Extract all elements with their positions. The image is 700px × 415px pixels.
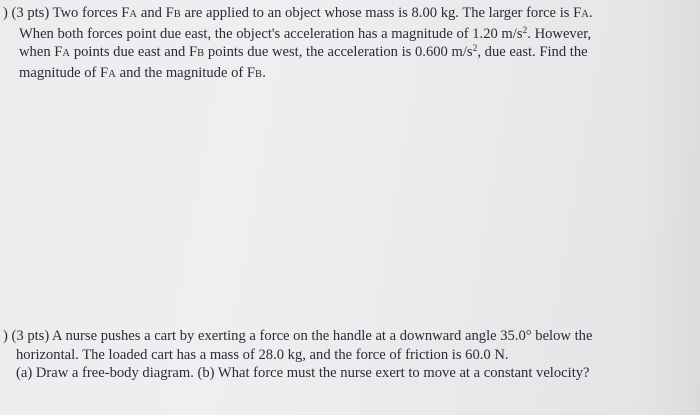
text-run: (3 pts) Two forces F: [7, 5, 130, 21]
text-run: are applied to an object whose mass is 8.00 kg. The larger force is F: [180, 5, 582, 21]
subscript-b: B: [255, 68, 263, 80]
subscript-b: B: [197, 48, 205, 60]
text-run: . However,: [527, 25, 592, 42]
text-run: (3 pts) A nurse pushes a cart by exerting a force on the handle at a downward angle 35.0° below the: [7, 328, 593, 344]
text-run: magnitude of F: [19, 64, 109, 81]
problem-1-line-3: [3, 43, 693, 64]
superscript-2: 2: [522, 25, 528, 36]
subscript-a: A: [129, 9, 138, 20]
problem-1-line-4: [3, 64, 693, 85]
text-run: When both forces point due east, the object's acceleration has a magnitude of 1.20 m/s: [19, 25, 523, 42]
problem-1-line-2: [3, 25, 693, 44]
text-run: when F: [19, 44, 63, 61]
problem-1-marker: ): [3, 5, 8, 21]
problem-2-line-3: (a) Draw a free-body diagram. (b) What force must the nurse exert to move at a constant velocity?: [16, 365, 590, 382]
text-run: points due east and F: [70, 44, 198, 61]
problem-2-line-2: horizontal. The loaded cart has a mass of 28.0 kg, and the force of friction is 60.0 N.: [16, 346, 509, 363]
subscript-a: A: [62, 48, 71, 60]
text-run: .: [262, 64, 266, 81]
problem-2-line-1: [3, 327, 693, 346]
problem-1-line-1: [3, 4, 693, 25]
text-run: points due west, the acceleration is 0.600 m/s: [204, 44, 473, 61]
problem-2: [3, 327, 693, 383]
text-run: , due east. Find the: [477, 44, 588, 61]
text-run: and F: [137, 5, 174, 21]
text-run: and the magnitude of F: [115, 64, 256, 81]
subscript-a: A: [108, 68, 116, 80]
text-run: .: [588, 5, 593, 21]
problem-2-marker: ): [3, 328, 8, 344]
subscript-a: A: [581, 9, 589, 20]
superscript-2: 2: [472, 43, 478, 54]
problem-1: [3, 4, 693, 84]
subscript-b: B: [173, 9, 181, 20]
